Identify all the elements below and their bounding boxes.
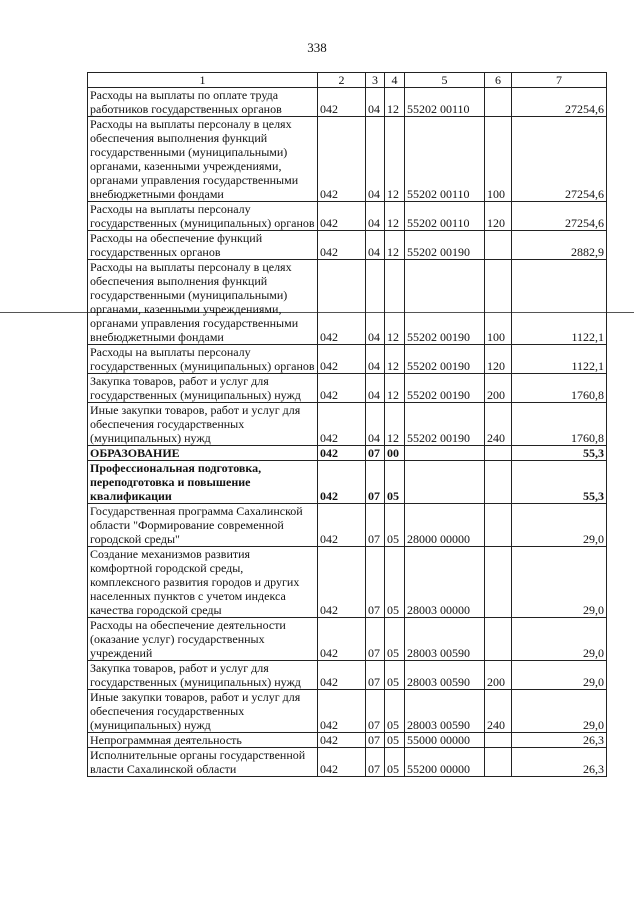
amount-cell: 29,0 [512,504,607,547]
table-row [88,748,607,777]
section-code-cell: 07 [366,618,385,661]
expense-type-cell: 200 [485,374,512,403]
section-code-cell: 07 [366,504,385,547]
section-code-cell: 07 [366,661,385,690]
item-name-cell: Расходы на выплаты персоналу государственных (муниципальных) органов [88,202,318,231]
section-code-cell: 07 [366,733,385,748]
amount-cell: 2882,9 [512,231,607,260]
subsection-code-cell: 12 [385,231,405,260]
subsection-code-cell: 12 [385,202,405,231]
amount-cell: 1760,8 [512,374,607,403]
table-row [88,374,607,403]
header-cell: 4 [385,73,405,88]
subsection-code-cell: 12 [385,374,405,403]
amount-cell: 55,3 [512,461,607,504]
header-cell: 7 [512,73,607,88]
table-row [88,345,607,374]
expense-type-cell: 120 [485,202,512,231]
item-name-cell: Непрограммная деятельность [88,733,318,748]
target-article-cell: 55202 00190 [405,374,485,403]
item-name-cell: Расходы на выплаты персоналу в целях обеспечения выполнения функций государственными (муниципальными) органами, казенными учреждениями, органами управления государственными внебюджетными фондами [88,117,318,202]
ministry-code-cell: 042 [318,748,366,777]
ministry-code-cell: 042 [318,446,366,461]
item-name-cell: Закупка товаров, работ и услуг для государственных (муниципальных) нужд [88,374,318,403]
amount-cell: 29,0 [512,547,607,618]
section-code-cell: 04 [366,117,385,202]
item-name-cell: Иные закупки товаров, работ и услуг для обеспечения государственных (муниципальных) нужд [88,403,318,446]
ministry-code-cell: 042 [318,461,366,504]
target-article-cell: 55202 00190 [405,231,485,260]
ministry-code-cell: 042 [318,733,366,748]
table-row [88,117,607,202]
amount-cell: 29,0 [512,690,607,733]
ministry-code-cell: 042 [318,345,366,374]
target-article-cell: 55202 00190 [405,260,485,345]
section-code-cell: 04 [366,202,385,231]
header-cell: 5 [405,73,485,88]
table-row [88,446,607,461]
target-article-cell: 28003 00000 [405,547,485,618]
budget-table [87,72,607,777]
expense-type-cell [485,504,512,547]
section-code-cell: 04 [366,260,385,345]
section-code-cell: 04 [366,403,385,446]
table-body [88,73,607,777]
table-header-row [88,73,607,88]
expense-type-cell [485,446,512,461]
item-name-cell: Закупка товаров, работ и услуг для государственных (муниципальных) нужд [88,661,318,690]
expense-type-cell [485,733,512,748]
amount-cell: 26,3 [512,733,607,748]
expense-type-cell [485,748,512,777]
item-name-cell: Расходы на выплаты персоналу в целях обеспечения выполнения функций государственными (муниципальными) органами, казенными учреждениями, органами управления государственными внебюджетными фондами [88,260,318,345]
expense-type-cell [485,547,512,618]
amount-cell: 27254,6 [512,202,607,231]
target-article-cell: 55202 00110 [405,117,485,202]
ministry-code-cell: 042 [318,690,366,733]
header-cell: 2 [318,73,366,88]
section-code-cell: 04 [366,88,385,117]
table-row [88,618,607,661]
header-cell: 6 [485,73,512,88]
subsection-code-cell: 05 [385,504,405,547]
amount-cell: 29,0 [512,661,607,690]
item-name-cell: Государственная программа Сахалинской области "Формирование современной городской среды" [88,504,318,547]
item-name-cell: Расходы на обеспечение функций государственных органов [88,231,318,260]
amount-cell: 55,3 [512,446,607,461]
ministry-code-cell: 042 [318,403,366,446]
target-article-cell: 55202 00110 [405,88,485,117]
subsection-code-cell: 12 [385,403,405,446]
ministry-code-cell: 042 [318,231,366,260]
item-name-cell: Расходы на выплаты персоналу государственных (муниципальных) органов [88,345,318,374]
section-code-cell: 04 [366,231,385,260]
expense-type-cell: 240 [485,690,512,733]
header-cell: 1 [88,73,318,88]
table-row [88,690,607,733]
expense-type-cell: 100 [485,260,512,345]
target-article-cell: 55200 00000 [405,748,485,777]
section-code-cell: 04 [366,374,385,403]
expense-type-cell [485,461,512,504]
section-code-cell: 07 [366,690,385,733]
item-name-cell: Иные закупки товаров, работ и услуг для обеспечения государственных (муниципальных) нужд [88,690,318,733]
subsection-code-cell: 12 [385,88,405,117]
target-article-cell [405,446,485,461]
section-code-cell: 07 [366,748,385,777]
subsection-code-cell: 05 [385,748,405,777]
table-row [88,661,607,690]
section-code-cell: 07 [366,446,385,461]
target-article-cell: 55202 00190 [405,403,485,446]
ministry-code-cell: 042 [318,504,366,547]
amount-cell: 26,3 [512,748,607,777]
item-name-cell: Исполнительные органы государственной власти Сахалинской области [88,748,318,777]
table-row [88,403,607,446]
ministry-code-cell: 042 [318,661,366,690]
page-number: 338 [307,40,327,55]
ministry-code-cell: 042 [318,202,366,231]
subsection-code-cell: 05 [385,733,405,748]
item-name-cell: Создание механизмов развития комфортной городской среды, комплексного развития городов и других населенных пунктов с учетом индекса качества городской среды [88,547,318,618]
item-name-cell: Расходы на обеспечение деятельности (оказание услуг) государственных учреждений [88,618,318,661]
expense-type-cell: 100 [485,117,512,202]
target-article-cell: 28000 00000 [405,504,485,547]
ministry-code-cell: 042 [318,117,366,202]
expense-type-cell: 120 [485,345,512,374]
expense-type-cell [485,88,512,117]
subsection-code-cell: 12 [385,345,405,374]
amount-cell: 1122,1 [512,260,607,345]
expense-type-cell: 240 [485,403,512,446]
header-cell: 3 [366,73,385,88]
table-row [88,231,607,260]
expense-type-cell [485,618,512,661]
amount-cell: 1122,1 [512,345,607,374]
target-article-cell: 55202 00190 [405,345,485,374]
item-name-cell: Расходы на выплаты по оплате труда работников государственных органов [88,88,318,117]
expense-type-cell [485,231,512,260]
subsection-code-cell: 12 [385,117,405,202]
subsection-code-cell: 05 [385,618,405,661]
expense-type-cell: 200 [485,661,512,690]
subsection-code-cell: 05 [385,547,405,618]
table-row [88,461,607,504]
item-name-cell: ОБРАЗОВАНИЕ [88,446,318,461]
amount-cell: 27254,6 [512,117,607,202]
table-row [88,260,607,345]
subsection-code-cell: 05 [385,690,405,733]
amount-cell: 29,0 [512,618,607,661]
ministry-code-cell: 042 [318,547,366,618]
target-article-cell [405,461,485,504]
table-row [88,733,607,748]
amount-cell: 1760,8 [512,403,607,446]
section-code-cell: 07 [366,547,385,618]
table-row [88,504,607,547]
subsection-code-cell: 05 [385,661,405,690]
ministry-code-cell: 042 [318,88,366,117]
target-article-cell: 55202 00110 [405,202,485,231]
amount-cell: 27254,6 [512,88,607,117]
section-code-cell: 07 [366,461,385,504]
ministry-code-cell: 042 [318,374,366,403]
target-article-cell: 55000 00000 [405,733,485,748]
subsection-code-cell: 05 [385,461,405,504]
ministry-code-cell: 042 [318,618,366,661]
item-name-cell: Профессиональная подготовка, переподготовка и повышение квалификации [88,461,318,504]
subsection-code-cell: 00 [385,446,405,461]
table-row [88,547,607,618]
subsection-code-cell: 12 [385,260,405,345]
ministry-code-cell: 042 [318,260,366,345]
target-article-cell: 28003 00590 [405,618,485,661]
target-article-cell: 28003 00590 [405,661,485,690]
target-article-cell: 28003 00590 [405,690,485,733]
section-code-cell: 04 [366,345,385,374]
table-row [88,88,607,117]
table-row [88,202,607,231]
